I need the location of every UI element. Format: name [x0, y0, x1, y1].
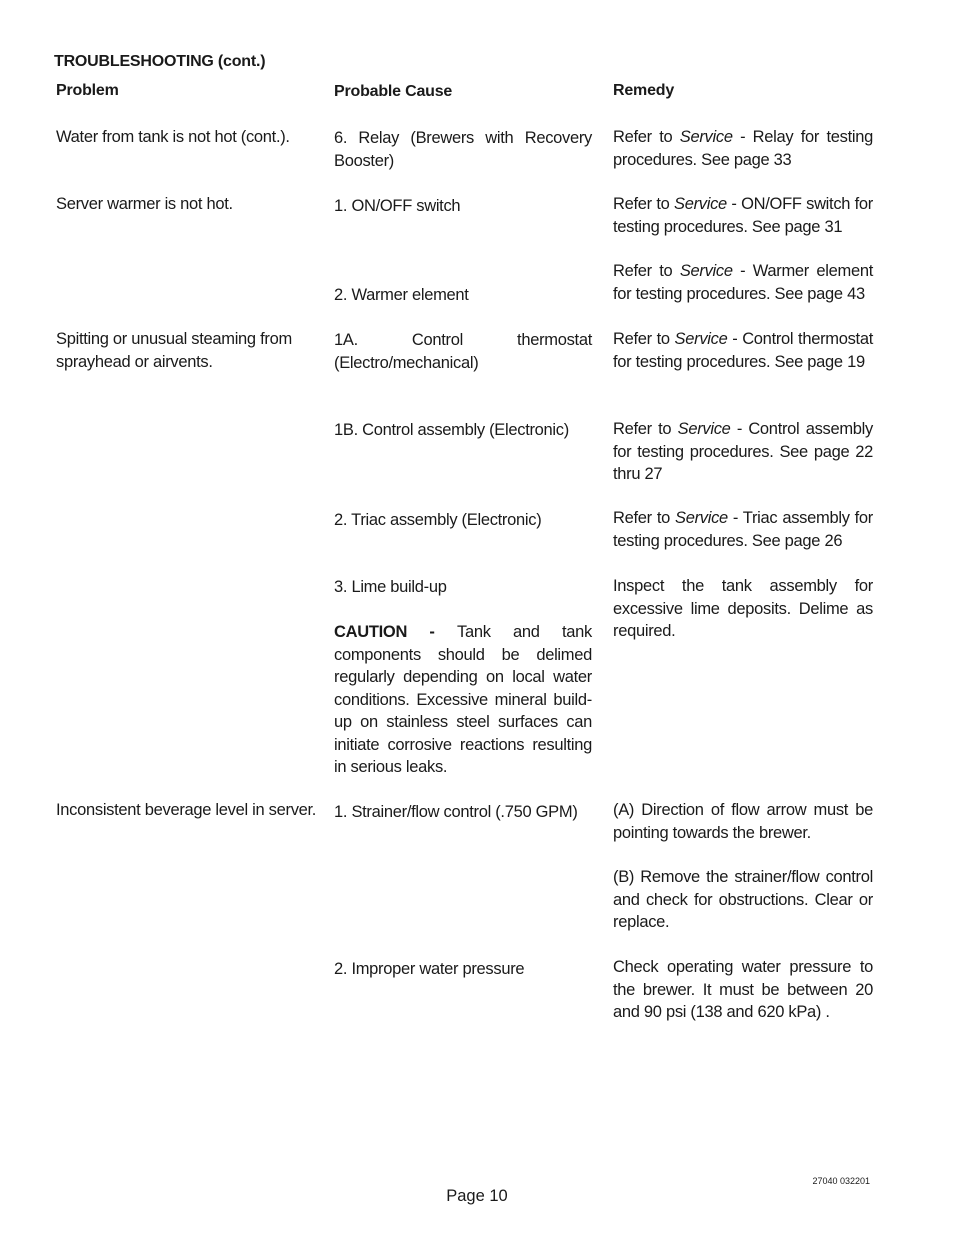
remedy-warmer-element: Refer to Service - Warmer element for testing procedures. See page 43 — [613, 262, 874, 303]
document-number: 27040 032201 — [812, 1176, 870, 1186]
remedy-control-assembly: Refer to Service - Control assembly for testing procedures. See page 22 thru 27 — [613, 420, 873, 483]
remedy-flow-arrow-direction: (A) Direction of flow arrow must be pointing towards the brewer. — [613, 801, 873, 842]
page-number: Page 10 — [446, 1187, 508, 1205]
cause-on-off-switch: 1. ON/OFF switch — [334, 197, 461, 215]
cause-control-thermostat: 1A. Control thermostat (Electro/mechanical) — [334, 331, 592, 372]
remedy-check-water-pressure: Check operating water pressure to the brewer. It must be between 20 and 90 psi (138 and 620 kPa) . — [613, 958, 873, 1021]
caution-label: CAUTION - — [334, 623, 457, 641]
problem-water-not-hot: Water from tank is not hot (cont.). — [56, 128, 290, 146]
cause-lime-build-up: 3. Lime build-up — [334, 578, 447, 596]
cause-strainer-flow-control: 1. Strainer/flow control (.750 GPM) — [334, 803, 578, 821]
remedy-on-off-switch: Refer to Service - ON/OFF switch for testing procedures. See page 31 — [613, 195, 874, 236]
section-title: TROUBLESHOOTING (cont.) — [54, 53, 266, 70]
column-header-remedy: Remedy — [613, 82, 675, 99]
caution-note — [334, 621, 592, 779]
cause-control-assembly: 1B. Control assembly (Electronic) — [334, 421, 569, 439]
remedy-remove-strainer: (B) Remove the strainer/flow control and check for obstructions. Clear or replace. — [613, 868, 873, 931]
problem-inconsistent-beverage-level: Inconsistent beverage level in server. — [56, 801, 317, 819]
cause-warmer-element: 2. Warmer element — [334, 286, 469, 304]
problem-spitting-steaming: Spitting or unusual steaming from sprayhead or airvents. — [56, 330, 292, 371]
remedy-control-thermostat: Refer to Service - Control thermostat for testing procedures. See page 19 — [613, 330, 873, 371]
remedy-lime-build-up: Inspect the tank assembly for excessive lime deposits. Delime as required. — [613, 577, 873, 640]
cause-triac-assembly: 2. Triac assembly (Electronic) — [334, 511, 542, 529]
remedy-relay: Refer to Service - Relay for testing procedures. See page 33 — [613, 128, 873, 169]
remedy-triac-assembly: Refer to Service - Triac assembly for testing procedures. See page 26 — [613, 509, 873, 550]
cause-improper-water-pressure: 2. Improper water pressure — [334, 960, 525, 978]
cause-relay: 6. Relay (Brewers with Recovery Booster) — [334, 129, 592, 170]
problem-server-warmer-not-hot: Server warmer is not hot. — [56, 195, 233, 213]
column-header-probable-cause: Probable Cause — [334, 83, 453, 100]
caution-text: Tank and tank components should be delimed regularly depending on local water conditions. Excessive mineral build-up on stainless steel surfaces can initiate corrosive reactions resulting in serious leaks. — [334, 623, 593, 776]
column-header-problem: Problem — [56, 82, 119, 99]
